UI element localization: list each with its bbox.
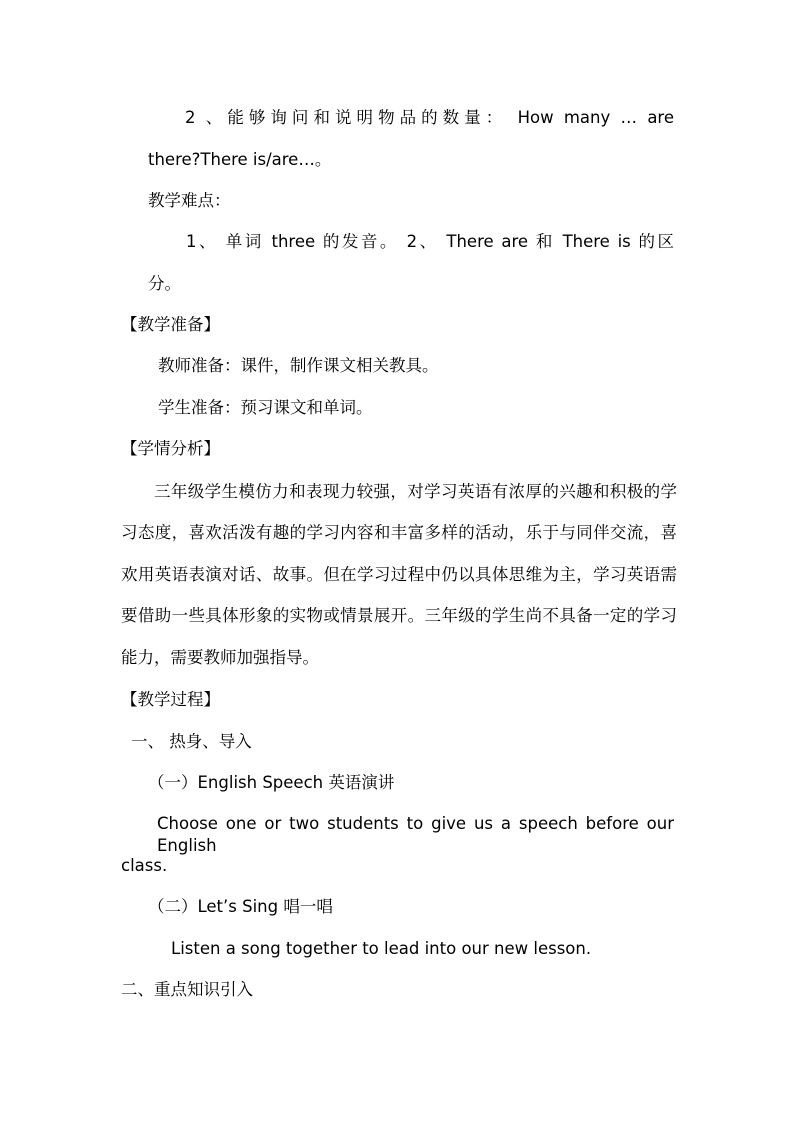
process-step-1-title: 一、 热身、导入	[131, 732, 252, 751]
process-step-1-sub-2-text: Listen a song together to lead into our new lesson.	[171, 939, 592, 958]
analysis-paragraph: 三年级学生模仿力和表现力较强，对学习英语有浓厚的兴趣和积极的学习态度，喜欢活泼有趣的学习内容和丰富多样的活动，乐于与同伴交流，喜欢用英语表演对话、故事。但在学习过程中仍以具体思维为主，学习英语需要借助一些具体形象的实物或情景展开。三年级的学生尚不具备一定的学习能力，需要教师加强指导。	[121, 482, 677, 667]
process-step-1-sub-1-line-1: Choose one or two students to give us a speech before our English	[157, 814, 674, 855]
objective-item-2-line-1: 2 、能够询问和说明物品的数量： How many … are	[185, 108, 674, 127]
objective-item-2-line-2: there?There is/are…。	[148, 150, 332, 169]
process-step-1-sub-1-line-2: class.	[121, 856, 168, 875]
preparation-student: 学生准备：预习课文和单词。	[158, 398, 373, 417]
difficulties-line-1: 1、 单词 three 的发音。 2、 There are 和 There is 的区	[186, 232, 674, 251]
process-step-2-title: 二、重点知识引入	[121, 980, 253, 999]
difficulties-heading: 教学难点：	[148, 191, 231, 210]
preparation-heading: 【教学准备】	[121, 315, 220, 334]
process-step-1-sub-1-title: （一）English Speech 英语演讲	[148, 773, 395, 792]
analysis-heading: 【学情分析】	[121, 439, 220, 458]
process-heading: 【教学过程】	[121, 690, 220, 709]
preparation-teacher: 教师准备：课件，制作课文相关教具。	[158, 356, 439, 375]
difficulties-line-2: 分。	[148, 274, 181, 293]
process-step-1-sub-2-title: （二）Let’s Sing 唱一唱	[148, 897, 333, 916]
